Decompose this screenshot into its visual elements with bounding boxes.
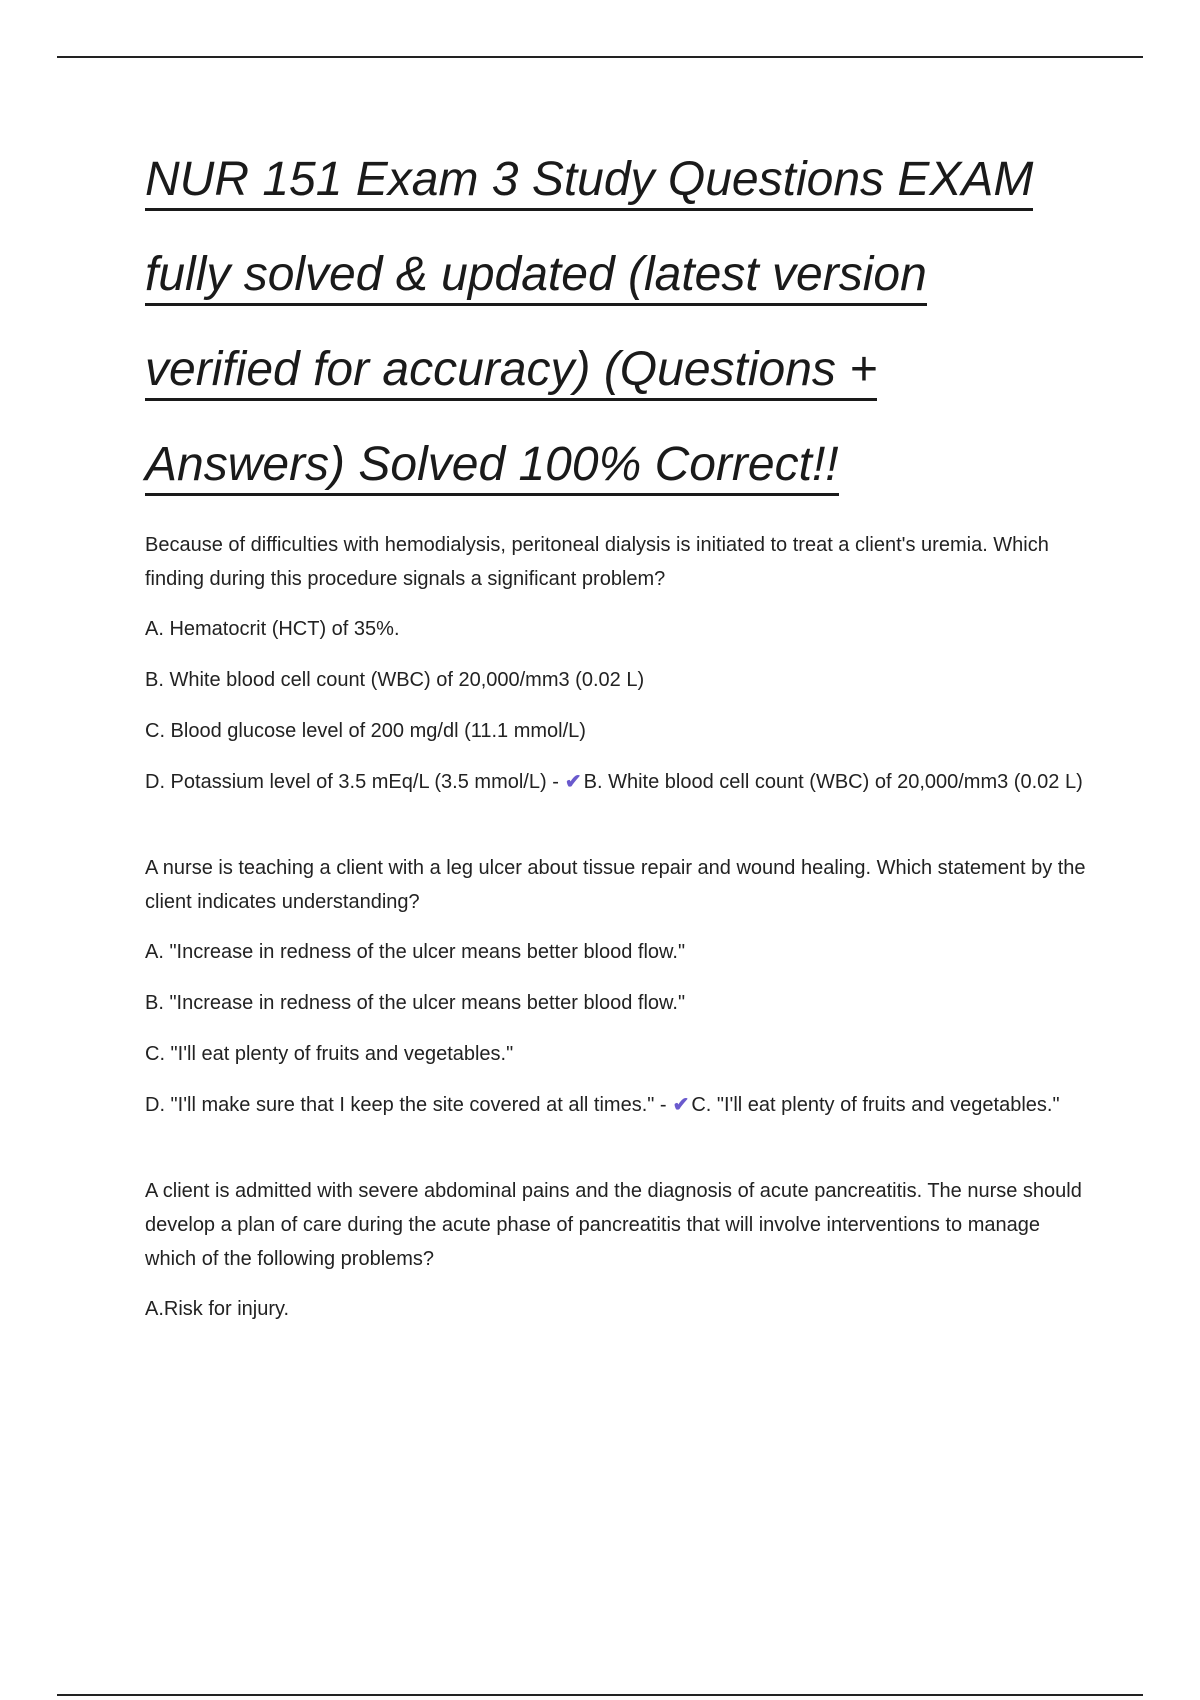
answer-text: C. "I'll eat plenty of fruits and vegetables.": [691, 1094, 1060, 1116]
question-block-1: [145, 528, 1095, 799]
option-d: D. "I'll make sure that I keep the site covered at all times." -: [145, 1094, 667, 1116]
option-c: C. "I'll eat plenty of fruits and vegetables.": [145, 1043, 514, 1065]
option-a: A. "Increase in redness of the ulcer means better blood flow.": [145, 941, 686, 963]
option-d: D. Potassium level of 3.5 mEq/L (3.5 mmol/L) -: [145, 771, 559, 793]
title-line: Answers) Solved 100% Correct!!: [145, 437, 839, 496]
document-title: [145, 140, 1095, 520]
question-text: Because of difficulties with hemodialysis, peritoneal dialysis is initiated to treat a client's uremia. Which finding during this procedure signals a significant problem?: [145, 534, 1049, 590]
top-rule: [57, 56, 1143, 58]
bottom-rule: [57, 1694, 1143, 1696]
option-d-with-answer: [145, 1088, 1095, 1122]
checkmark-icon: ✔: [672, 1094, 690, 1116]
question-block-3: [145, 1174, 1095, 1326]
option-d-with-answer: [145, 765, 1095, 799]
checkmark-icon: ✔: [564, 771, 582, 793]
title-line: fully solved & updated (latest version: [145, 247, 927, 306]
title-line: verified for accuracy) (Questions +: [145, 342, 877, 401]
question-text: A client is admitted with severe abdominal pains and the diagnosis of acute pancreatitis. The nurse should develop a plan of care during the acute phase of pancreatitis that will involve interventions to manage which of the following problems?: [145, 1180, 1082, 1270]
option-a: A.Risk for injury.: [145, 1298, 290, 1320]
option-c: C. Blood glucose level of 200 mg/dl (11.1 mmol/L): [145, 720, 586, 742]
option-a: A. Hematocrit (HCT) of 35%.: [145, 618, 400, 640]
questions-list: [145, 528, 1095, 1378]
question-block-2: [145, 851, 1095, 1122]
title-line: NUR 151 Exam 3 Study Questions EXAM: [145, 152, 1033, 211]
option-b: B. "Increase in redness of the ulcer means better blood flow.": [145, 992, 686, 1014]
question-text: A nurse is teaching a client with a leg ulcer about tissue repair and wound healing. Which statement by the client indicates understanding?: [145, 857, 1086, 913]
answer-text: B. White blood cell count (WBC) of 20,000/mm3 (0.02 L): [583, 771, 1083, 793]
option-b: B. White blood cell count (WBC) of 20,000/mm3 (0.02 L): [145, 669, 645, 691]
